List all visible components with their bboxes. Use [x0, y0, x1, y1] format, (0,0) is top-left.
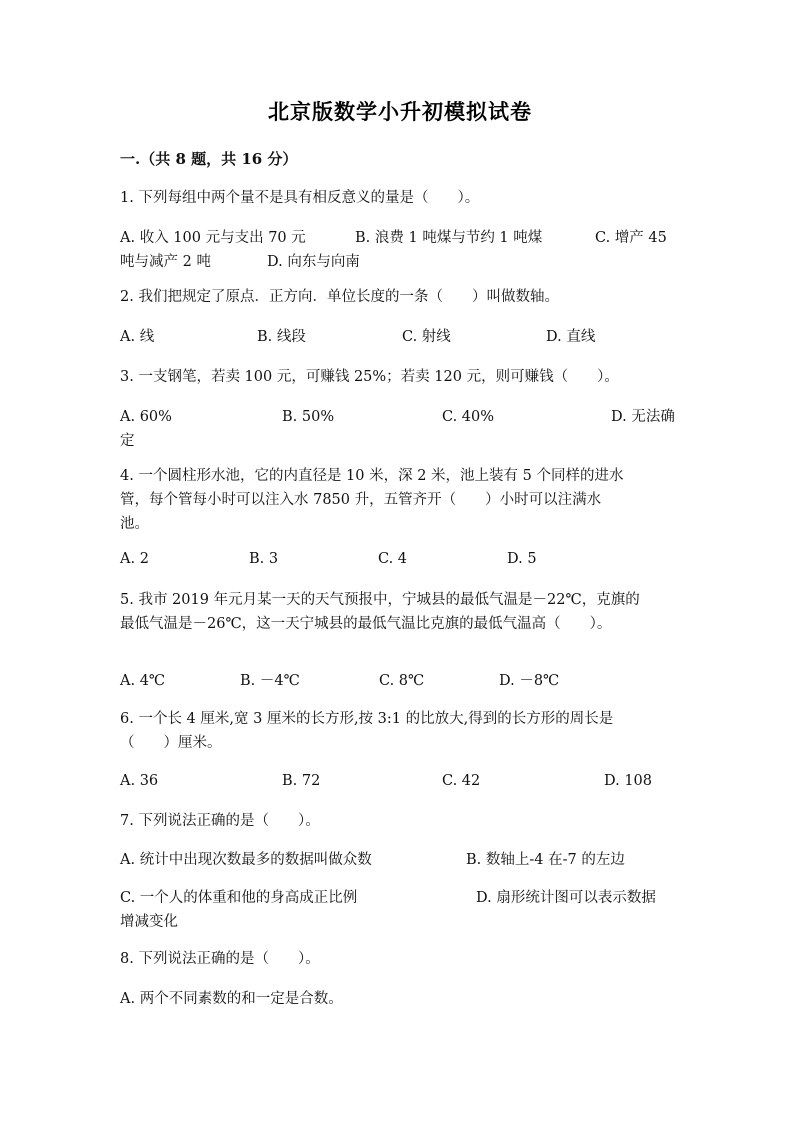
option-d: D. 108 — [604, 773, 653, 789]
question-5-stem — [120, 588, 685, 636]
option-d: D. 扇形统计图可以表示数据 — [476, 890, 656, 906]
question-7-options — [120, 848, 695, 934]
stem-line: 6. 一个长 4 厘米,宽 3 厘米的长方形,按 3:1 的比放大,得到的长方形的周长是 — [120, 711, 614, 727]
option-b: B. 3 — [249, 551, 279, 567]
stem-line: 4. 一个圆柱形水池，它的内直径是 10 米，深 2 米，池上装有 5 个同样的进水 — [120, 468, 624, 484]
option-d-continued: 定 — [120, 433, 135, 449]
question-4-options — [120, 547, 695, 571]
option-c: C. 8℃ — [379, 673, 425, 689]
stem-line: 管，每个管每小时可以注入水 7850 升，五管齐开（ ）小时可以注满水 — [120, 492, 602, 508]
option-d: D. 直线 — [546, 329, 596, 345]
stem-line: 5. 我市 2019 年元月某一天的天气预报中，宁城县的最低气温是－22℃，克旗的 — [120, 592, 640, 608]
option-d: D. 向东与向南 — [267, 254, 360, 270]
stem-line: 池。 — [120, 516, 149, 532]
option-a: A. 60% — [120, 409, 172, 425]
option-c: C. 射线 — [402, 329, 451, 345]
option-b: B. 浪费 1 吨煤与节约 1 吨煤 — [355, 230, 543, 246]
option-a: A. 2 — [120, 551, 149, 567]
question-3-stem: 3. 一支钢笔，若卖 100 元，可赚钱 25%；若卖 120 元，则可赚钱（ ）。 — [120, 369, 619, 385]
option-a: A. 36 — [120, 773, 159, 789]
option-b: B. 50% — [282, 409, 335, 425]
option-c: C. 4 — [378, 551, 408, 567]
stem-line: 最低气温是－26℃，这一天宁城县的最低气温比克旗的最低气温高（ ）。 — [120, 616, 612, 632]
question-1-stem: 1. 下列每组中两个量不是具有相反意义的量是（ ）。 — [120, 190, 480, 206]
option-c: C. 一个人的体重和他的身高成正比例 — [120, 890, 358, 906]
question-7-stem: 7. 下列说法正确的是（ ）。 — [120, 813, 320, 829]
option-d: D. 5 — [507, 551, 537, 567]
question-4-stem — [120, 464, 685, 536]
question-6-stem — [120, 707, 685, 755]
question-5-options — [120, 669, 695, 693]
option-d: D. 无法确 — [611, 409, 675, 425]
option-a: A. 4℃ — [120, 673, 166, 689]
option-b: B. 数轴上-4 在-7 的左边 — [466, 852, 625, 868]
option-d-continued: 增减变化 — [120, 914, 178, 930]
question-8-options — [120, 987, 695, 1011]
option-a: A. 收入 100 元与支出 70 元 — [120, 230, 306, 246]
question-1-options — [120, 226, 695, 274]
question-6-options — [120, 769, 695, 793]
section-heading: 一.（共 8 题，共 16 分） — [120, 150, 298, 168]
exam-title: 北京版数学小升初模拟试卷 — [268, 99, 532, 124]
option-d: D. －8℃ — [499, 673, 560, 689]
option-a: A. 统计中出现次数最多的数据叫做众数 — [120, 852, 372, 868]
question-3-options — [120, 405, 695, 453]
option-b: B. 72 — [282, 773, 321, 789]
stem-line: （ ）厘米。 — [120, 735, 222, 751]
question-2-stem: 2. 我们把规定了原点．正方向．单位长度的一条（ ）叫做数轴。 — [120, 289, 559, 305]
option-c: C. 42 — [442, 773, 481, 789]
option-c: C. 增产 45 — [595, 230, 667, 246]
option-a: A. 线 — [120, 329, 155, 345]
option-c: C. 40% — [442, 409, 495, 425]
question-2-options — [120, 325, 695, 349]
option-a: A. 两个不同素数的和一定是合数。 — [120, 991, 343, 1007]
option-b: B. 线段 — [257, 329, 306, 345]
option-c-continued: 吨与减产 2 吨 — [120, 254, 211, 270]
option-b: B. －4℃ — [240, 673, 300, 689]
question-8-stem: 8. 下列说法正确的是（ ）。 — [120, 951, 320, 967]
